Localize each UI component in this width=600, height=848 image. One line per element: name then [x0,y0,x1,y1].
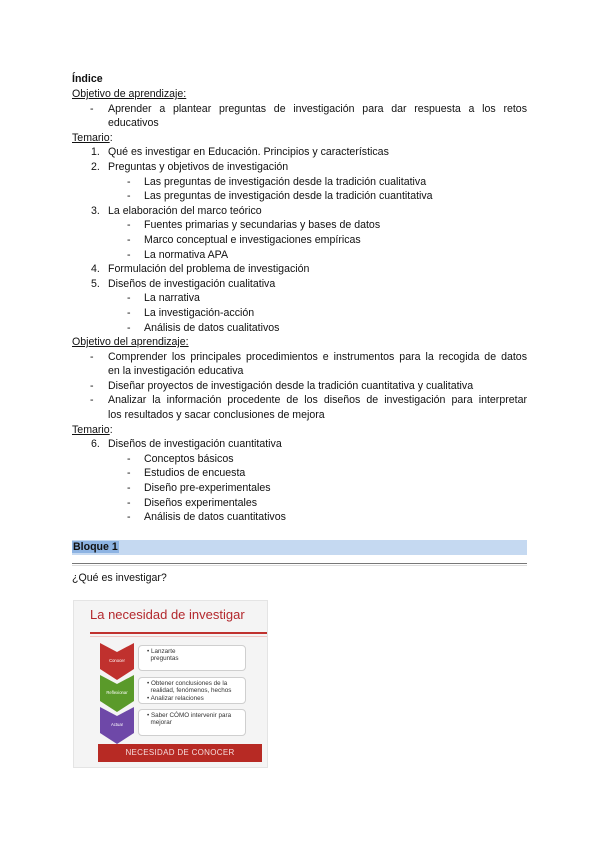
objective-heading-2 [72,335,527,350]
objective-item-line [72,102,527,117]
figure-row-line: preguntas [147,655,179,663]
subtopic-label: La investigación-acción [144,306,255,319]
bullet-dash: - [127,452,131,465]
bullet-dash: - [127,467,131,480]
subtopic-label: Marco conceptual e investigaciones empíricas [144,233,361,246]
figure-row-box [138,709,246,736]
subtopic-item [72,321,527,336]
objective-item-text: Diseñar proyectos de investigación desde la tradición cuantitativa y cualitativa [108,379,474,392]
subtopic-item [72,248,527,263]
block-heading [72,540,527,555]
bullet-dash: - [127,190,131,203]
objective-heading-2-text: Objetivo del aprendizaje: [72,336,189,349]
document-body [72,72,527,525]
subtopic-item [72,233,527,248]
topic-label: Diseños de investigación cuantitativa [108,438,282,451]
bullet-dash: - [90,102,94,115]
slide-figure [73,600,268,768]
bullet-dash: - [90,394,94,407]
bullet-dash: - [127,511,131,524]
chevron-label: Actuar [110,722,124,727]
temario-heading-1-colon: : [109,131,113,144]
topic-label: La elaboración del marco teórico [108,204,262,217]
objective-item-line [72,408,527,423]
objective-item-text: Comprender los principales procedimientos e instrumentos para la recogida de datos [108,350,527,363]
subtopic-item [72,452,527,467]
figure-row-line: mejorar [147,719,172,727]
figure-row-line: • Analizar relaciones [147,694,204,702]
subtopic-item [72,189,527,204]
objective-item-text: los resultados y sacar conclusiones de mejora [108,409,325,422]
figure-banner: NECESIDAD DE CONOCER [98,744,262,762]
subtopic-label: Estudios de encuesta [144,467,246,480]
objective-item-line [72,350,527,365]
figure-row-line: • Lanzarte [147,648,176,655]
horizontal-rule-shadow [72,565,527,566]
subtopic-label: Análisis de datos cualitativos [144,321,280,334]
subtopic-label: Análisis de datos cuantitativos [144,511,286,524]
figure-row-line: • Saber CÓMO intervenir para [147,712,232,719]
subtopic-label: La narrativa [144,292,200,305]
subtopic-item [72,218,527,233]
figure-title: La necesidad de investigar [90,607,245,622]
temario-heading-2 [72,423,527,438]
subtopic-label: Conceptos básicos [144,452,234,465]
topic-item [72,262,527,277]
subtopic-label: Diseño pre-experimentales [144,482,271,495]
subtopic-item [72,481,527,496]
topic-item [72,437,527,452]
topic-number: 2. [91,160,100,173]
topic-number: 1. [91,146,100,159]
bullet-dash: - [127,248,131,261]
question-text: ¿Qué es investigar? [72,572,167,584]
bullet-dash: - [127,482,131,495]
topic-label: Qué es investigar en Educación. Principios y características [108,146,389,159]
objective-item-text: en la investigación educativa [108,365,244,378]
subtopic-item [72,291,527,306]
objective-item-text: educativos [108,117,159,130]
topic-number: 4. [91,263,100,276]
chevron-label: Conocer [109,658,125,663]
horizontal-rule [72,563,527,564]
bullet-dash: - [127,321,131,334]
temario-heading-2-text: Temario [72,423,110,436]
subtopic-label: La normativa APA [144,248,229,261]
bullet-dash: - [127,292,131,305]
objective-heading-1 [72,87,527,102]
topic-number: 6. [91,438,100,451]
topic-label: Diseños de investigación cualitativa [108,277,276,290]
objective-item-line [72,393,527,408]
objective-item-line [72,116,527,131]
topic-number: 5. [91,277,100,290]
objective-heading-1-text: Objetivo de aprendizaje: [72,88,187,100]
subtopic-item [72,496,527,511]
subtopic-label: Las preguntas de investigación desde la tradición cualitativa [144,175,427,188]
bullet-dash: - [127,233,131,246]
subtopic-label: Las preguntas de investigación desde la tradición cuantitativa [144,190,433,203]
subtopic-item [72,306,527,321]
bullet-dash: - [127,306,131,319]
figure-row-line: • Obtener conclusiones de la [147,680,228,687]
topic-item [72,277,527,292]
objective-item-line [72,364,527,379]
bullet-dash: - [127,175,131,188]
bullet-dash: - [127,219,131,232]
figure-title-rule-shadow [90,636,268,637]
subtopic-label: Diseños experimentales [144,496,258,509]
subtopic-label: Fuentes primarias y secundarias y bases de datos [144,219,381,232]
topic-label: Formulación del problema de investigación [108,263,310,276]
temario-heading-1-text: Temario [72,131,110,144]
figure-row-line: realidad, fenómenos, hechos [147,687,232,695]
objective-item-line [72,379,527,394]
topic-item [72,160,527,175]
subtopic-item [72,510,527,525]
block-heading-label: Bloque 1 [73,541,118,553]
index-title: Índice [72,73,103,85]
figure-row-box [138,645,246,671]
topic-item [72,145,527,160]
temario-heading-2-colon: : [109,423,113,436]
figure-title-rule [90,632,268,634]
bullet-dash: - [127,496,131,509]
objective-item-text: Analizar la información procedente de los diseños de investigación para interpretar [108,394,527,407]
figure-row-box [138,677,246,704]
objective-item-text: Aprender a plantear preguntas de investigación para dar respuesta a los retos [108,102,527,115]
bullet-dash: - [90,379,94,392]
chevron-label: Reflexionar [106,690,128,695]
topic-item [72,204,527,219]
bullet-dash: - [90,350,94,363]
temario-heading-1 [72,131,527,146]
topic-number: 3. [91,204,100,217]
topic-label: Preguntas y objetivos de investigación [108,160,289,173]
subtopic-item [72,175,527,190]
subtopic-item [72,466,527,481]
